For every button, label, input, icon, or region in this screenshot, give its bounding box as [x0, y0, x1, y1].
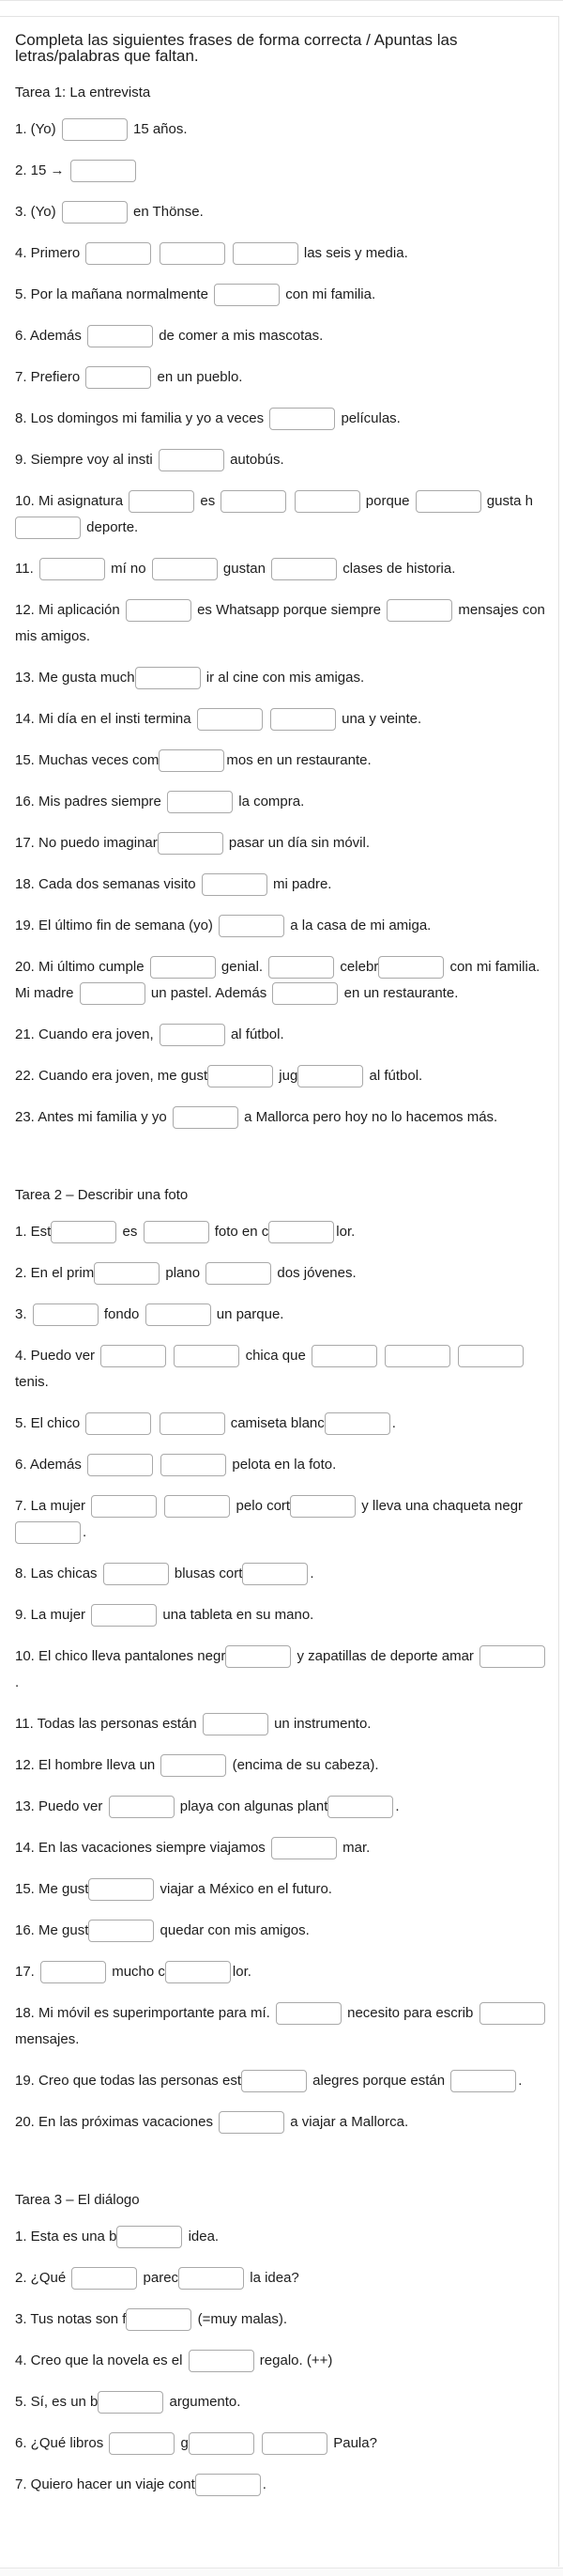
question: [15, 1104, 548, 1131]
answer-input[interactable]: [297, 1065, 363, 1087]
question: [15, 1794, 548, 1820]
task-title: Tarea 2 – Describir una foto: [15, 1187, 189, 1203]
answer-input[interactable]: [85, 242, 151, 265]
question: [15, 954, 548, 1007]
answer-input[interactable]: [88, 1878, 154, 1901]
task-section: [15, 85, 548, 1131]
task-section: [15, 1187, 548, 2136]
question-text: [168, 1348, 172, 1364]
question-text: 11. Todas las personas están: [15, 1716, 201, 1732]
question-text: 1. Esta es una b: [15, 2229, 117, 2244]
answer-input[interactable]: [225, 1645, 291, 1668]
question: [15, 1643, 548, 1696]
question-text: 7. La mujer: [15, 1498, 90, 1514]
question: [15, 2472, 548, 2498]
answer-input[interactable]: [479, 2002, 545, 2025]
answer-input[interactable]: [116, 2226, 182, 2248]
question-text: argumento.: [165, 2394, 241, 2410]
task-title: Tarea 1: La entrevista: [15, 85, 151, 100]
answer-input[interactable]: [242, 1563, 308, 1585]
question-text: un pastel. Además: [146, 985, 271, 1001]
question-text: dos jóvenes.: [273, 1265, 357, 1281]
question: [15, 789, 548, 815]
question: [15, 1302, 548, 1328]
question-text: es: [196, 493, 220, 509]
answer-input[interactable]: [40, 1961, 106, 1983]
question: [15, 488, 548, 541]
question-text: al fútbol.: [365, 1068, 423, 1084]
question: [15, 1219, 548, 1245]
answer-input[interactable]: [160, 1754, 226, 1777]
question-text: g: [176, 2435, 189, 2451]
answer-input[interactable]: [203, 1713, 268, 1735]
question-text: con mi familia.: [282, 286, 376, 302]
answer-input[interactable]: [387, 599, 452, 622]
question: [15, 2068, 548, 2094]
answer-input[interactable]: [271, 558, 337, 580]
question-text: en un pueblo.: [153, 369, 243, 385]
question-text: 22. Cuando era joven, me gust: [15, 1068, 208, 1084]
question-text: lor.: [336, 1224, 356, 1240]
question: [15, 748, 548, 774]
question-text: 20. En las próximas vacaciones: [15, 2114, 218, 2130]
question-text: chica que: [241, 1348, 310, 1364]
question-text: un parque.: [212, 1306, 284, 1322]
answer-input[interactable]: [385, 1345, 450, 1367]
question-text: [265, 711, 268, 727]
question-text: mi padre.: [268, 876, 332, 892]
question: [15, 406, 548, 432]
question-text: lor.: [232, 1964, 251, 1980]
answer-input[interactable]: [33, 1303, 99, 1326]
question-text: mucho c: [108, 1964, 165, 1980]
question-text: [227, 245, 231, 261]
question-text: regalo. (++): [255, 2352, 333, 2368]
question-text: las seis y media.: [299, 245, 408, 261]
question: [15, 2224, 548, 2250]
task-section: [15, 2192, 548, 2498]
question-text: 14. Mi día en el insti termina: [15, 711, 195, 727]
answer-input[interactable]: [207, 1065, 273, 1087]
question: [15, 1493, 548, 1546]
question-text: parec: [139, 2270, 179, 2286]
question-text: 11.: [15, 561, 38, 577]
question: [15, 665, 548, 691]
answer-input[interactable]: [71, 2267, 137, 2290]
question-text: tenis.: [15, 1374, 49, 1390]
question-text: 8. Los domingos mi familia y yo a veces: [15, 410, 268, 426]
question-text: en un restaurante.: [340, 985, 459, 1001]
question-text: blusas cort: [170, 1566, 243, 1581]
question-text: 19. Creo que todas las personas est: [15, 2073, 241, 2089]
question-text: 3. (Yo): [15, 204, 60, 220]
question-text: foto en c: [210, 1224, 269, 1240]
question-text: 16. Mis padres siempre: [15, 794, 166, 810]
question-text: jug: [275, 1068, 298, 1084]
question: [15, 1343, 548, 1396]
answer-input[interactable]: [39, 558, 105, 580]
question-text: 15. Me gust: [15, 1881, 89, 1897]
question: [15, 872, 548, 898]
question-text: .: [518, 2073, 523, 2089]
answer-input[interactable]: [189, 2432, 254, 2455]
question-text: camiseta blanc: [226, 1415, 325, 1431]
answer-input[interactable]: [159, 749, 224, 772]
question-text: 17.: [15, 1964, 39, 1980]
answer-input[interactable]: [160, 1412, 225, 1435]
question-text: 6. ¿Qué libros: [15, 2435, 108, 2451]
answer-input[interactable]: [144, 1221, 209, 1243]
question: [15, 240, 548, 267]
question-text: 5. Sí, es un b: [15, 2394, 99, 2410]
question-text: gustan: [219, 561, 270, 577]
question-text: porque: [361, 493, 414, 509]
answer-input[interactable]: [160, 242, 225, 265]
question: [15, 1918, 548, 1944]
answer-input[interactable]: [268, 956, 334, 979]
answer-input[interactable]: [219, 2111, 284, 2134]
answer-input[interactable]: [233, 242, 298, 265]
answer-input[interactable]: [189, 2350, 254, 2372]
question-text: de comer a mis mascotas.: [155, 328, 324, 344]
answer-input[interactable]: [87, 1454, 153, 1476]
question-text: [288, 493, 292, 509]
answer-input[interactable]: [312, 1345, 377, 1367]
question: [15, 556, 548, 582]
answer-input[interactable]: [158, 832, 223, 855]
answer-input[interactable]: [126, 599, 191, 622]
question: [15, 597, 548, 650]
question-text: una tableta en su mano.: [159, 1607, 314, 1623]
answer-input[interactable]: [51, 1221, 116, 1243]
answer-input[interactable]: [109, 2432, 175, 2455]
question: [15, 830, 548, 856]
instructions: Completa las siguientes frases de forma correcta / Apuntas las letras/palabras que faltan.: [15, 31, 458, 65]
answer-input[interactable]: [214, 284, 280, 306]
question-text: [159, 1498, 162, 1514]
answer-input[interactable]: [165, 1961, 231, 1983]
question: [15, 364, 548, 391]
answer-input[interactable]: [276, 2002, 342, 2025]
question-text: necesito para escrib: [342, 2005, 478, 2021]
question-text: 14. En las vacaciones siempre viajamos: [15, 1840, 269, 1856]
question-text: a Mallorca pero hoy no lo hacemos más.: [239, 1109, 498, 1125]
question-text: [153, 1415, 157, 1431]
answer-input[interactable]: [458, 1345, 524, 1367]
answer-input[interactable]: [268, 1221, 334, 1243]
question-text: 5. Por la mañana normalmente: [15, 286, 213, 302]
answer-input[interactable]: [91, 1604, 157, 1627]
question-text: 8. Las chicas: [15, 1566, 101, 1581]
question-text: 21. Cuando era joven,: [15, 1026, 158, 1042]
question-text: 18. Mi móvil es superimportante para mí.: [15, 2005, 274, 2021]
question-text: 12. El hombre lleva un: [15, 1757, 160, 1773]
quiz-card: [0, 16, 559, 2567]
answer-input[interactable]: [327, 1796, 393, 1818]
question: [15, 1561, 548, 1587]
answer-input[interactable]: [197, 708, 263, 731]
question-text: plano: [161, 1265, 205, 1281]
answer-input[interactable]: [109, 1796, 175, 1818]
question-text: idea.: [184, 2229, 220, 2244]
question-text: es Whatsapp porque siempre: [192, 602, 386, 618]
answer-input[interactable]: [271, 1837, 337, 1859]
question-text: 6. Además: [15, 1457, 86, 1473]
question: [15, 1959, 548, 1985]
question: [15, 2306, 548, 2333]
answer-input[interactable]: [15, 1521, 81, 1544]
question-text: 2. 15 →: [15, 162, 68, 178]
question-text: [155, 1457, 159, 1473]
question-text: películas.: [337, 410, 401, 426]
answer-input[interactable]: [85, 366, 151, 389]
question-text: 3. Tus notas son f: [15, 2311, 127, 2327]
answer-input[interactable]: [88, 1920, 154, 1942]
question: [15, 1876, 548, 1903]
answer-input[interactable]: [70, 160, 136, 182]
answer-input[interactable]: [290, 1495, 356, 1518]
question: [15, 2430, 548, 2457]
question-text: 9. La mujer: [15, 1607, 90, 1623]
answer-input[interactable]: [219, 915, 284, 937]
question-text: pelo cort: [232, 1498, 291, 1514]
question-text: ir al cine con mis amigas.: [202, 670, 365, 686]
question-text: 19. El último fin de semana (yo): [15, 918, 218, 933]
question-text: fondo: [99, 1306, 144, 1322]
question: [15, 1835, 548, 1861]
question-text: celebr: [336, 959, 379, 975]
question-text: clases de historia.: [339, 561, 456, 577]
answer-input[interactable]: [160, 1454, 226, 1476]
question-text: gusta h: [482, 493, 534, 509]
question: [15, 1711, 548, 1737]
question-text: quedar con mis amigos.: [156, 1922, 310, 1938]
question-text: 4. Puedo ver: [15, 1348, 99, 1364]
question-text: con mi familia. Mi madre: [15, 959, 540, 1001]
question: [15, 2265, 548, 2291]
answer-input[interactable]: [416, 490, 481, 513]
answer-input[interactable]: [270, 708, 336, 731]
question: [15, 2000, 548, 2053]
question-text: mensajes.: [15, 2031, 80, 2047]
question-text: 16. Me gust: [15, 1922, 89, 1938]
tasks-container: [15, 85, 548, 2498]
question-text: (encima de su cabeza).: [228, 1757, 379, 1773]
question-text: y zapatillas de deporte amar: [293, 1648, 479, 1664]
task-title: Tarea 3 – El diálogo: [15, 2192, 140, 2208]
question-text: en Thönse.: [129, 204, 204, 220]
question-text: 7. Quiero hacer un viaje cont: [15, 2476, 195, 2492]
answer-input[interactable]: [98, 2391, 163, 2414]
question: [15, 116, 548, 143]
answer-input[interactable]: [103, 1563, 169, 1585]
answer-input[interactable]: [159, 449, 224, 471]
question-text: un instrumento.: [269, 1716, 372, 1732]
question-text: 5. El chico: [15, 1415, 84, 1431]
question-text: [379, 1348, 383, 1364]
question: [15, 1063, 548, 1089]
question-text: una y veinte.: [337, 711, 422, 727]
answer-input[interactable]: [164, 1495, 230, 1518]
question-text: 13. Puedo ver: [15, 1798, 107, 1814]
question-text: 1. (Yo): [15, 121, 60, 137]
question-text: playa con algunas plant: [175, 1798, 328, 1814]
question-text: a viajar a Mallorca.: [286, 2114, 409, 2130]
question-text: 4. Primero: [15, 245, 84, 261]
answer-input[interactable]: [145, 1303, 211, 1326]
question-text: alegres porque están: [308, 2073, 449, 2089]
question-text: 15. Muchas veces com: [15, 752, 160, 768]
answer-input[interactable]: [295, 490, 360, 513]
answer-input[interactable]: [150, 956, 216, 979]
question-text: y lleva una chaqueta negr: [358, 1498, 524, 1514]
question-text: 17. No puedo imaginar: [15, 835, 158, 851]
question-text: es: [118, 1224, 142, 1240]
answer-input[interactable]: [195, 2474, 261, 2496]
answer-input[interactable]: [62, 201, 128, 224]
question-text: mí no: [106, 561, 150, 577]
answer-input[interactable]: [80, 982, 145, 1005]
question-text: 9. Siempre voy al insti: [15, 452, 157, 468]
answer-input[interactable]: [202, 873, 267, 896]
question-text: (=muy malas).: [193, 2311, 288, 2327]
question-text: 10. Mi asignatura: [15, 493, 128, 509]
question-text: [452, 1348, 456, 1364]
question-text: 1. Est: [15, 1224, 52, 1240]
question-text: 6. Además: [15, 328, 86, 344]
question: [15, 199, 548, 225]
question: [15, 323, 548, 349]
answer-input[interactable]: [272, 982, 338, 1005]
question-text: genial.: [217, 959, 267, 975]
question-text: 2. ¿Qué: [15, 2270, 70, 2286]
answer-input[interactable]: [152, 558, 218, 580]
question: [15, 706, 548, 733]
question-text: pelota en la foto.: [228, 1457, 337, 1473]
question-text: 13. Me gusta much: [15, 670, 135, 686]
question: [15, 2109, 548, 2136]
answer-input[interactable]: [87, 325, 153, 347]
answer-input[interactable]: [378, 956, 444, 979]
question: [15, 1602, 548, 1628]
question-text: .: [15, 1674, 20, 1690]
question-text: deporte.: [83, 519, 139, 535]
question: [15, 1411, 548, 1437]
answer-input[interactable]: [126, 2308, 191, 2331]
question-text: viajar a México en el futuro.: [156, 1881, 332, 1897]
answer-input[interactable]: [262, 2432, 327, 2455]
answer-input[interactable]: [178, 2267, 244, 2290]
answer-input[interactable]: [62, 118, 128, 141]
question-text: 2. En el prim: [15, 1265, 95, 1281]
answer-input[interactable]: [241, 2070, 307, 2092]
answer-input[interactable]: [167, 791, 233, 813]
answer-input[interactable]: [160, 1024, 225, 1046]
question-text: .: [395, 1798, 400, 1814]
answer-input[interactable]: [205, 1262, 271, 1285]
answer-input[interactable]: [450, 2070, 516, 2092]
question-text: la idea?: [246, 2270, 299, 2286]
question-text: 18. Cada dos semanas visito: [15, 876, 200, 892]
question-text: 12. Mi aplicación: [15, 602, 124, 618]
answer-input[interactable]: [269, 408, 335, 430]
question-text: .: [310, 1566, 314, 1581]
answer-input[interactable]: [135, 667, 201, 689]
question-text: .: [391, 1415, 396, 1431]
question-text: [153, 245, 157, 261]
answer-input[interactable]: [91, 1495, 157, 1518]
quiz-content: [15, 32, 548, 2498]
question-text: .: [262, 2476, 266, 2492]
question-text: al fútbol.: [226, 1026, 284, 1042]
question-text: mar.: [338, 1840, 371, 1856]
question: [15, 913, 548, 939]
answer-input[interactable]: [325, 1412, 390, 1435]
question-text: [256, 2435, 260, 2451]
question-text: 10. El chico lleva pantalones negr: [15, 1648, 226, 1664]
question-text: a la casa de mi amiga.: [286, 918, 432, 933]
question: [15, 1260, 548, 1287]
question: [15, 447, 548, 473]
question-text: mos en un restaurante.: [226, 752, 372, 768]
question: [15, 1022, 548, 1048]
question-text: la compra.: [235, 794, 305, 810]
answer-input[interactable]: [174, 1345, 239, 1367]
question: [15, 282, 548, 308]
question: [15, 1752, 548, 1779]
question-text: 20. Mi último cumple: [15, 959, 148, 975]
answer-input[interactable]: [221, 490, 286, 513]
question-text: 7. Prefiero: [15, 369, 84, 385]
answer-input[interactable]: [94, 1262, 160, 1285]
question-text: .: [83, 1524, 87, 1540]
question: [15, 2389, 548, 2415]
question-text: 3.: [15, 1306, 31, 1322]
question: [15, 158, 548, 184]
answer-input[interactable]: [173, 1106, 238, 1129]
question-text: 4. Creo que la novela es el: [15, 2352, 187, 2368]
answer-input[interactable]: [85, 1412, 151, 1435]
question-text: autobús.: [225, 452, 284, 468]
question: [15, 1452, 548, 1478]
answer-input[interactable]: [100, 1345, 166, 1367]
answer-input[interactable]: [479, 1645, 545, 1668]
top-divider: [0, 0, 563, 1]
question-text: 15 años.: [129, 121, 188, 137]
answer-input[interactable]: [129, 490, 194, 513]
question-text: mensajes con mis amigos.: [15, 602, 545, 644]
question-text: pasar un día sin móvil.: [224, 835, 371, 851]
answer-input[interactable]: [15, 517, 81, 539]
question-text: Paula?: [329, 2435, 377, 2451]
question-text: 23. Antes mi familia y yo: [15, 1109, 171, 1125]
question: [15, 2348, 548, 2374]
